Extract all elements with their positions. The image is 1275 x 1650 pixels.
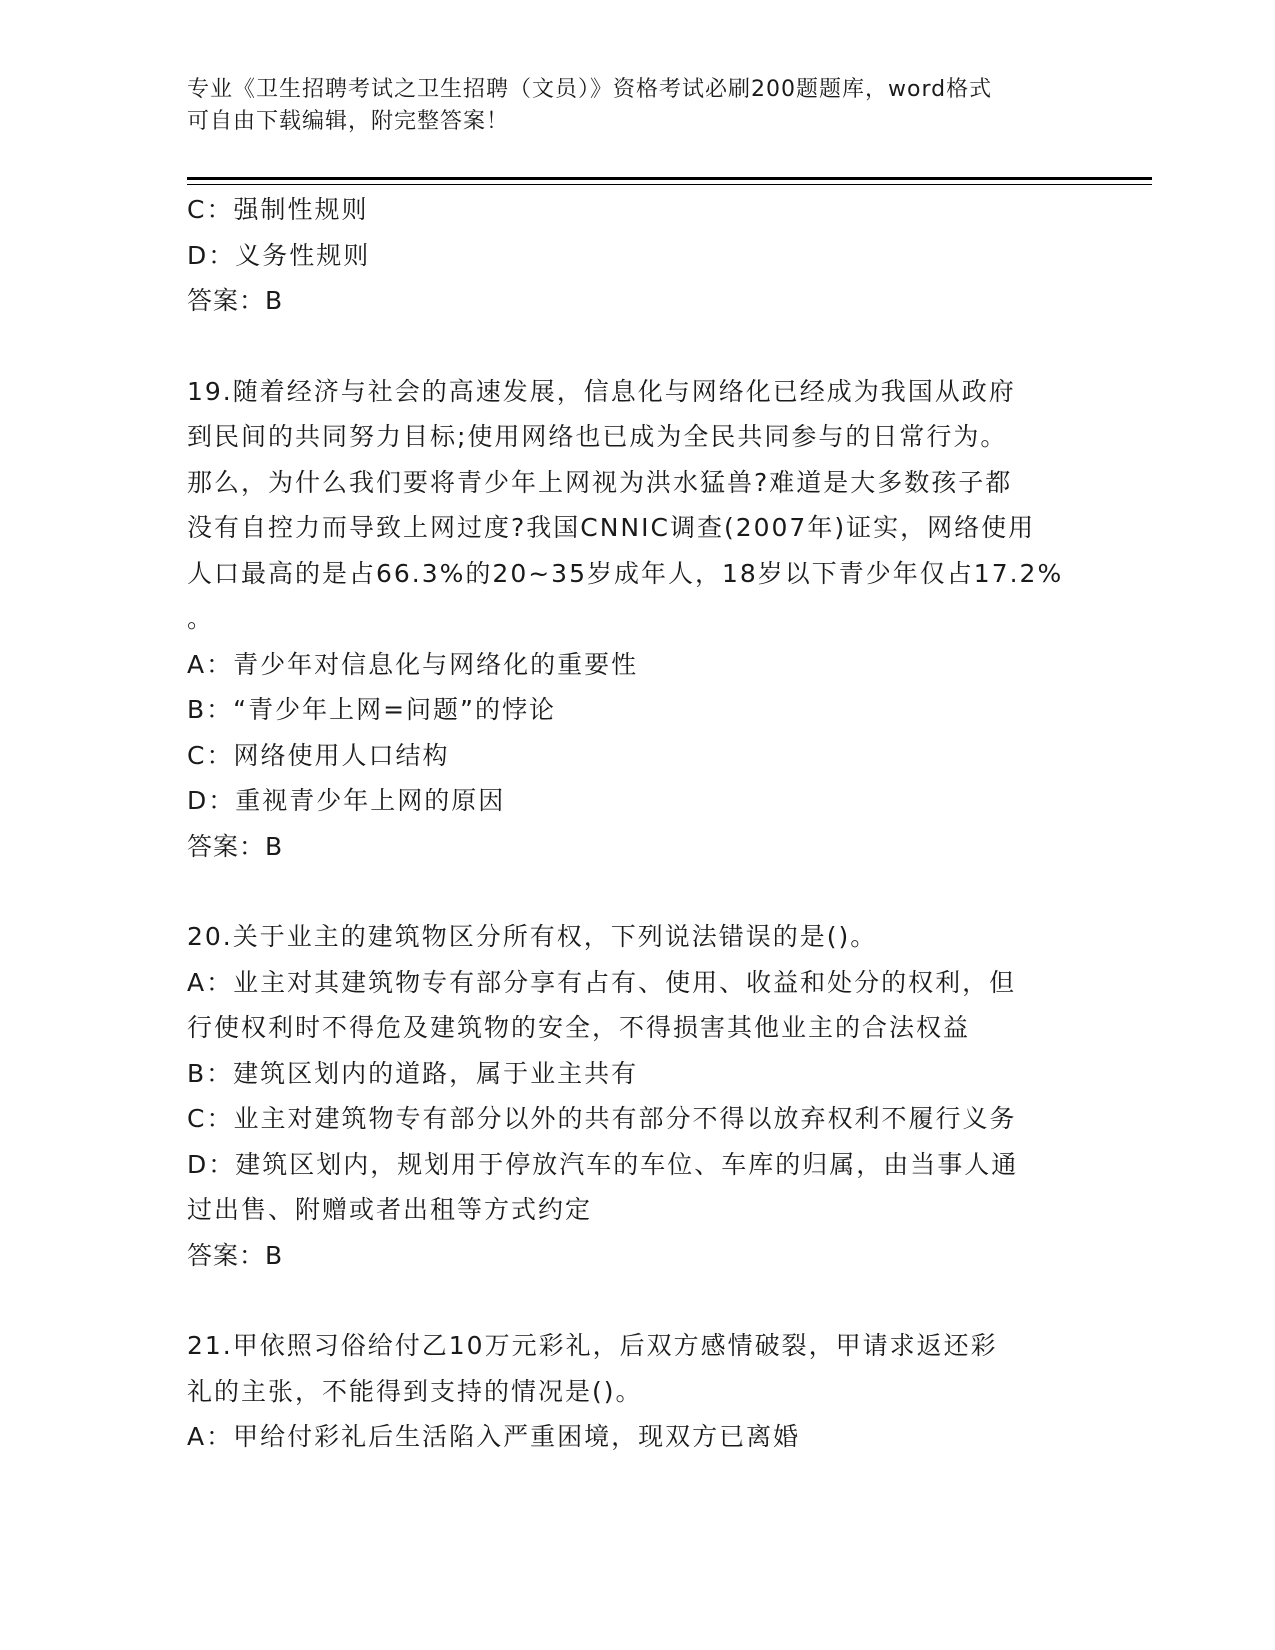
question-stem-line: 20.关于业主的建筑物区分所有权，下列说法错误的是()。 [187,922,878,951]
option-c: C：业主对建筑物专有部分以外的共有部分不得以放弃权利不履行义务 [187,1104,1017,1133]
header-line-2: 可自由下载编辑，附完整答案！ [187,109,510,134]
answer-line: 答案：B [187,1240,284,1270]
question-18-tail [187,187,1087,324]
option-a: A：青少年对信息化与网络化的重要性 [187,649,639,679]
header-divider-thin [187,184,1152,185]
question-stem-line: 19.随着经济与社会的高速发展，信息化与网络化已经成为我国从政府 [187,376,1016,406]
option-d: D：建筑区划内，规划用于停放汽车的车位、车库的归属，由当事人通 [187,1149,1019,1179]
question-21 [187,1323,1087,1460]
header-divider-thick [187,177,1152,180]
question-stem-line: 。 [187,604,215,633]
option-a: A：甲给付彩礼后生活陷入严重困境，现双方已离婚 [187,1422,801,1451]
header-line-1: 专业《卫生招聘考试之卫生招聘（文员）》资格考试必刷200题题库，word格式 [187,77,993,102]
answer-line: 答案：B [187,831,284,861]
option-a: A：业主对其建筑物专有部分享有占有、使用、收益和处分的权利，但 [187,967,1017,997]
option-d: D：义务性规则 [187,240,371,270]
spacer [187,1278,1087,1323]
question-stem-line: 礼的主张，不能得到支持的情况是()。 [187,1376,643,1406]
option-c: C：强制性规则 [187,195,369,224]
option-b: B：建筑区划内的道路，属于业主共有 [187,1058,639,1088]
option-d: D：重视青少年上网的原因 [187,786,506,815]
option-b: B：“青少年上网=问题”的悖论 [187,695,557,724]
option-d-continued: 过出售、附赠或者出租等方式约定 [187,1195,593,1224]
answer-line: 答案：B [187,286,284,315]
question-stem-line: 那么，为什么我们要将青少年上网视为洪水猛兽?难道是大多数孩子都 [187,467,1013,497]
question-stem-line: 到民间的共同努力目标;使用网络也已成为全民共同参与的日常行为。 [187,422,1008,451]
document-header [187,74,1087,138]
question-stem-line: 21.甲依照习俗给付乙10万元彩礼，后双方感情破裂，甲请求返还彩 [187,1331,998,1360]
question-20 [187,914,1087,1278]
question-stem-line: 人口最高的是占66.3%的20~35岁成年人，18岁以下青少年仅占17.2% [187,558,1064,588]
question-19 [187,369,1087,870]
option-a-continued: 行使权利时不得危及建筑物的安全，不得损害其他业主的合法权益 [187,1013,971,1042]
question-list [187,187,1087,1460]
spacer [187,324,1087,369]
question-stem-line: 没有自控力而导致上网过度?我国CNNIC调查(2007年)证实，网络使用 [187,513,1036,542]
spacer [187,869,1087,914]
option-c: C：网络使用人口结构 [187,740,450,770]
